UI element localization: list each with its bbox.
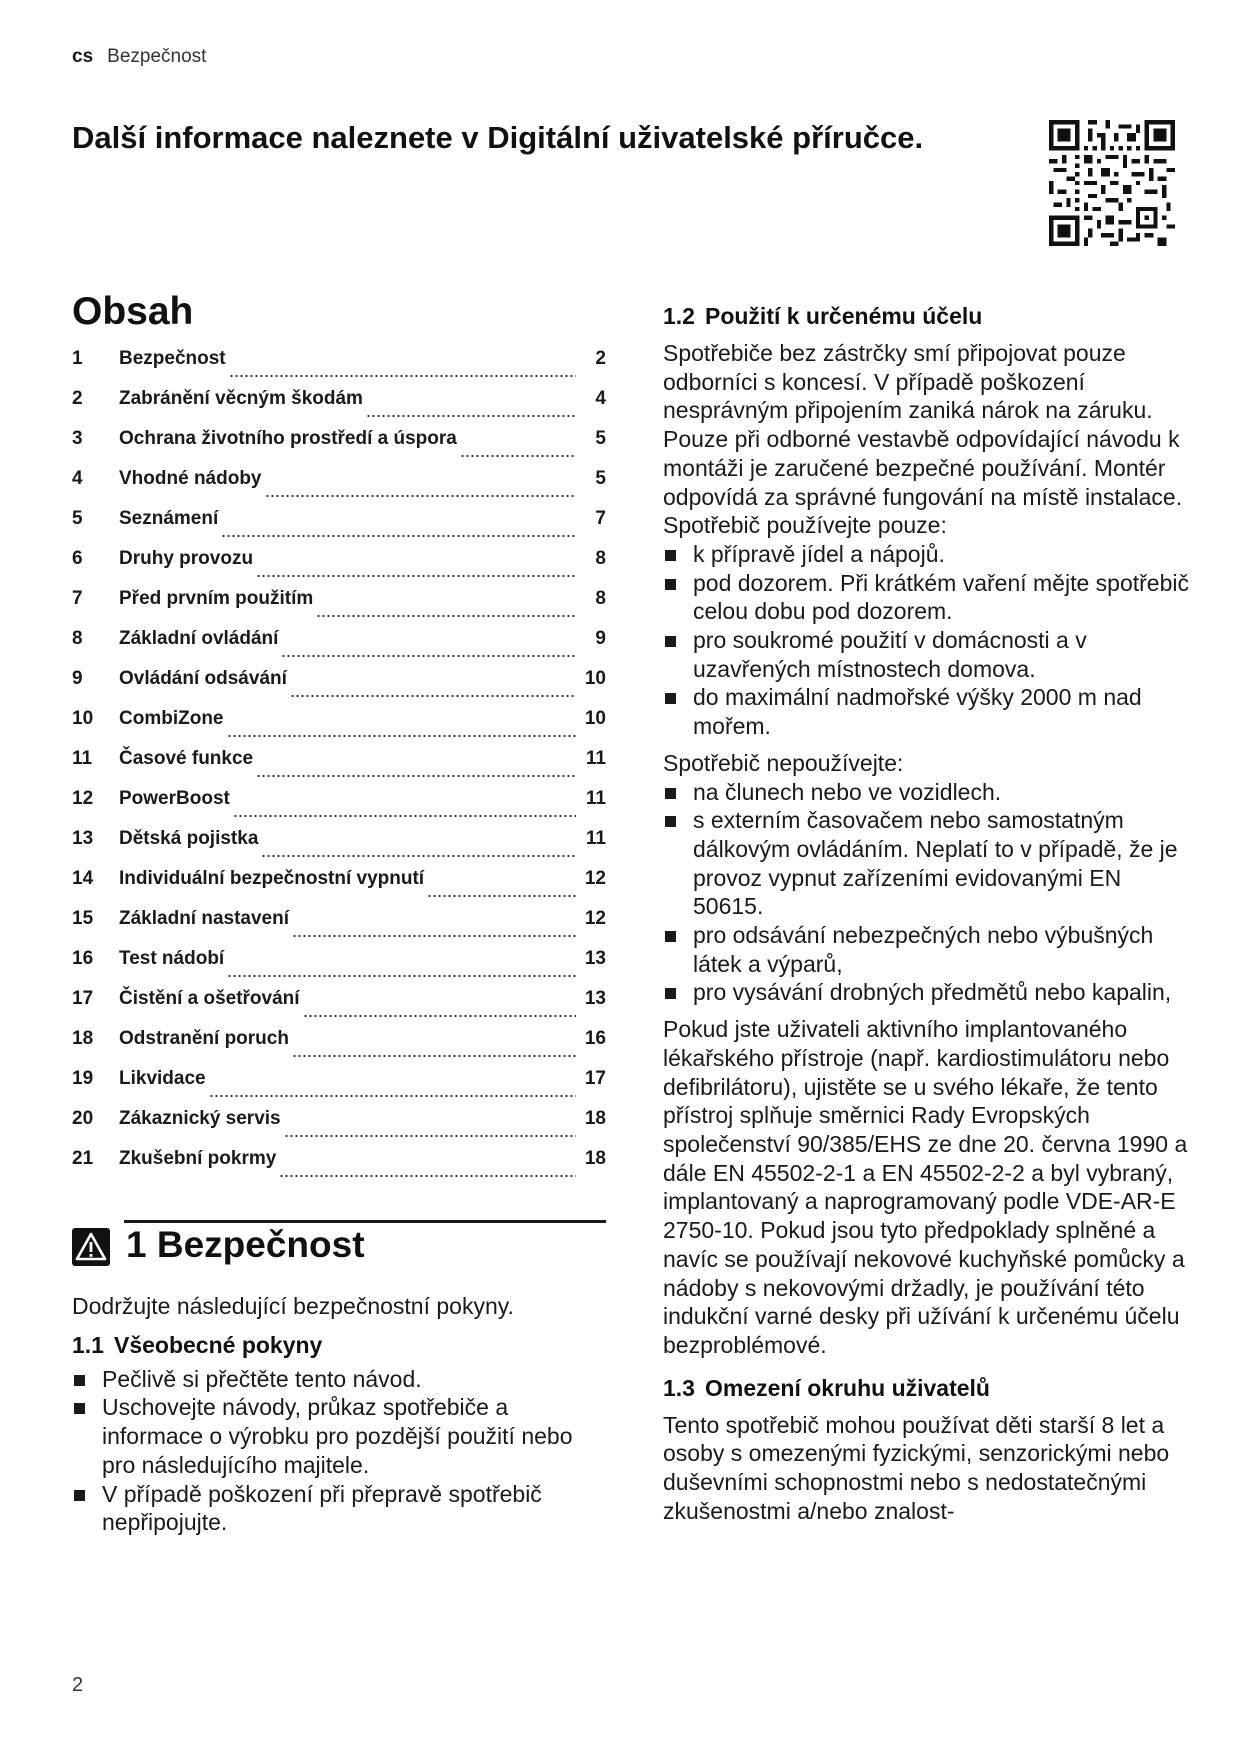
toc-entry-page: 11 (585, 748, 606, 769)
toc-entry-number: 21 (72, 1148, 94, 1169)
toc-entry-page: 5 (595, 468, 606, 489)
toc-entry[interactable] (72, 988, 606, 1028)
toc-entry[interactable] (72, 948, 606, 988)
toc-entry-page: 12 (584, 908, 606, 929)
toc-entry-page: 18 (584, 1108, 606, 1129)
toc-leader-dots (227, 975, 576, 977)
toc-entry-number: 14 (72, 868, 94, 889)
paragraph: Spotřebič používejte pouze: (663, 512, 947, 539)
toc-leader-dots (460, 455, 576, 457)
toc-entry[interactable] (72, 548, 606, 588)
toc-entry-number: 11 (72, 748, 93, 769)
toc-entry-label: Individuální bezpečnostní vypnutí (119, 868, 425, 889)
toc-entry[interactable] (72, 788, 606, 828)
toc-entry-label: Čistění a ošetřování (119, 988, 300, 1009)
toc-entry-label: Likvidace (119, 1068, 206, 1089)
toc-leader-dots (221, 535, 576, 537)
list-item: do maximální nadmořské výšky 2000 m nad mořem. (663, 683, 1191, 740)
toc-entry-number: 3 (72, 428, 83, 449)
section-title: 1 Bezpečnost (126, 1224, 365, 1265)
toc-leader-dots (366, 415, 576, 417)
use-list (663, 540, 1191, 741)
toc-entry-number: 18 (72, 1028, 94, 1049)
toc-entry-label: PowerBoost (119, 788, 230, 809)
toc-leader-dots (265, 495, 577, 497)
toc-title: Obsah (72, 290, 194, 333)
subsection-heading (663, 302, 1191, 330)
toc-entry-label: Vhodné nádoby (119, 468, 262, 489)
toc-leader-dots (261, 855, 576, 857)
toc-entry-label: Test nádobí (119, 948, 225, 969)
toc-leader-dots (427, 895, 576, 897)
paragraph: Tento spotřebič mohou používat děti starší 8 let a osoby s omezenými fyzickými, senzorickými nebo duševními schopnostmi nebo s nedostatečnými zkušenostmi a/nebo znalost- (663, 1411, 1170, 1524)
toc-entry[interactable] (72, 1068, 606, 1108)
running-header (72, 46, 206, 68)
toc-entry-page: 18 (584, 1148, 606, 1169)
toc-entry-page: 8 (595, 548, 606, 569)
toc-entry-page: 9 (595, 628, 606, 649)
toc-entry-label: Dětská pojistka (119, 828, 259, 849)
subsection-title: Všeobecné pokyny (113, 1331, 323, 1358)
toc-entry[interactable] (72, 828, 606, 868)
toc-entry[interactable] (72, 748, 606, 788)
toc-entry-label: Odstranění poruch (119, 1028, 289, 1049)
toc-leader-dots (292, 935, 576, 937)
list-item: Uschovejte návody, průkaz spotřebiče a informace o výrobku pro pozdější použití nebo pro následujícího majitele. (72, 1393, 606, 1479)
toc-leader-dots (290, 695, 576, 697)
toc-entry-page: 11 (585, 788, 606, 809)
toc-entry-page: 11 (585, 828, 606, 849)
toc-entry[interactable] (72, 1028, 606, 1068)
section-intro: Dodržujte následující bezpečnostní pokyny. (72, 1293, 514, 1319)
toc-entry-number: 6 (72, 548, 83, 569)
subsection-title: Omezení okruhu uživatelů (704, 1374, 990, 1401)
page-number: 2 (72, 1674, 84, 1696)
toc-entry[interactable] (72, 668, 606, 708)
toc-leader-dots (209, 1095, 576, 1097)
list-item: pro odsávání nebezpečných nebo výbušných látek a výparů, (663, 921, 1191, 978)
warning-icon (72, 1228, 110, 1266)
toc-entry[interactable] (72, 428, 606, 468)
toc-entry-label: Zabránění věcným škodám (119, 388, 363, 409)
list-item: pro soukromé použití v domácnosti a v uzavřených místnostech domova. (663, 626, 1191, 683)
toc-entry-label: Seznámení (119, 508, 219, 529)
do-not-use-list (663, 778, 1191, 1008)
subsection-number: 1.2 (663, 303, 695, 329)
toc-leader-dots (284, 1135, 576, 1137)
list-item: s externím časovačem nebo samostatným dálkovým ovládáním. Neplatí to v případě, že je provoz vypnut zařízeními evidovanými EN 50615. (663, 806, 1191, 921)
toc-entry-number: 15 (72, 908, 94, 929)
toc-entry-number: 1 (72, 348, 83, 369)
toc-entry-label: Před prvním použitím (119, 588, 314, 609)
toc-entry-page: 10 (584, 668, 606, 689)
table-of-contents (72, 348, 606, 1188)
toc-entry-label: Druhy provozu (119, 548, 254, 569)
toc-entry-label: Bezpečnost (119, 348, 226, 369)
toc-entry-page: 16 (584, 1028, 606, 1049)
toc-leader-dots (303, 1015, 576, 1017)
language-code: cs (72, 46, 94, 67)
toc-entry-number: 5 (72, 508, 83, 529)
toc-entry-label: Ochrana životního prostředí a úspora (119, 428, 457, 449)
toc-leader-dots (256, 775, 576, 777)
list-item: Pečlivě si přečtěte tento návod. (72, 1365, 606, 1394)
toc-leader-dots (292, 1055, 576, 1057)
toc-entry[interactable] (72, 468, 606, 508)
subsection-title: Použití k určenému účelu (704, 303, 983, 329)
toc-entry-page: 13 (584, 948, 606, 969)
toc-entry-label: Zkušební pokrmy (119, 1148, 277, 1169)
toc-entry-number: 4 (72, 468, 83, 489)
list-item: pro vysávání drobných předmětů nebo kapalin, (663, 978, 1191, 1007)
qr-code-icon[interactable] (1049, 120, 1175, 246)
toc-entry-label: Časové funkce (119, 748, 254, 769)
toc-entry-page: 2 (595, 348, 606, 369)
toc-leader-dots (256, 575, 576, 577)
toc-entry-page: 5 (595, 428, 606, 449)
toc-entry-number: 13 (72, 828, 94, 849)
general-instructions-list (72, 1365, 606, 1537)
toc-entry-number: 16 (72, 948, 94, 969)
left-column (72, 1292, 606, 1537)
list-item: na člunech nebo ve vozidlech. (663, 778, 1191, 807)
paragraph: Spotřebič nepoužívejte: (663, 749, 904, 776)
toc-entry[interactable] (72, 708, 606, 748)
toc-entry-label: Základní nastavení (119, 908, 290, 929)
toc-entry-page: 10 (584, 708, 606, 729)
toc-entry[interactable] (72, 348, 606, 388)
right-column (663, 302, 1191, 1525)
toc-entry-number: 10 (72, 708, 94, 729)
toc-entry-number: 20 (72, 1108, 94, 1129)
toc-entry[interactable] (72, 508, 606, 548)
toc-entry-number: 17 (72, 988, 94, 1009)
toc-entry-number: 9 (72, 668, 83, 689)
list-item: pod dozorem. Při krátkém vaření mějte spotřebič celou dobu pod dozorem. (663, 569, 1191, 626)
toc-entry-number: 12 (72, 788, 94, 809)
toc-entry-label: Ovládání odsávání (119, 668, 287, 689)
toc-entry[interactable] (72, 628, 606, 668)
list-item: V případě poškození při přepravě spotřebič nepřipojujte. (72, 1480, 606, 1537)
toc-entry-page: 8 (595, 588, 606, 609)
toc-entry-page: 7 (595, 508, 606, 529)
toc-entry-page: 17 (584, 1068, 606, 1089)
toc-entry-page: 12 (584, 868, 606, 889)
paragraph: Spotřebiče bez zástrčky smí připojovat pouze odborníci s koncesí. V případě poškození nesprávným připojením zaniká nárok na záruku. Pouze při odborné vestavbě odpovídající návodu k montáži je zaručené bezpečné používání. Montér odpovídá za správné fungování na místě instalace. (663, 340, 1183, 510)
toc-entry-number: 2 (72, 388, 83, 409)
toc-entry-number: 7 (72, 588, 83, 609)
paragraph: Pokud jste uživateli aktivního implantovaného lékařského přístroje (např. kardiostimulátoru nebo defibrilátoru), ujistěte se u svého lékaře, že tento přístroj splňuje směrnici Rady Evropských společenství 90/385/EHS ze dne 20. června 1990 a dále EN 45502-2-1 a EN 45502-2-2 a byl vybraný, implantovaný a naprogramovaný podle VDE-AR-E 2750-10. Pokud jsou tyto předpoklady splněné a navíc se používají nekovové kuchyňské pomůcky a nádoby s nekovovými držadly, je používání této indukční varné desky při užívání k určenému účelu bezproblémové. (663, 1016, 1188, 1358)
toc-leader-dots (316, 615, 576, 617)
header-section: Bezpečnost (107, 46, 207, 67)
toc-entry-label: CombiZone (119, 708, 224, 729)
toc-entry-number: 8 (72, 628, 83, 649)
toc-leader-dots (229, 375, 576, 377)
subsection-heading (663, 1374, 1191, 1402)
section-rule (124, 1220, 606, 1223)
toc-leader-dots (233, 815, 576, 817)
subsection-heading (72, 1331, 606, 1359)
subsection-number: 1.3 (663, 1374, 695, 1401)
toc-entry-page: 4 (595, 388, 606, 409)
toc-leader-dots (279, 1175, 576, 1177)
toc-entry[interactable] (72, 868, 606, 908)
toc-entry-page: 13 (584, 988, 606, 1009)
toc-entry[interactable] (72, 908, 606, 948)
toc-entry-label: Zákaznický servis (119, 1108, 281, 1129)
toc-entry[interactable] (72, 388, 606, 428)
toc-entry-number: 19 (72, 1068, 94, 1089)
toc-leader-dots (227, 735, 577, 737)
toc-entry[interactable] (72, 1148, 606, 1188)
list-item: k přípravě jídel a nápojů. (663, 540, 1191, 569)
digital-manual-banner: Další informace naleznete v Digitální uživatelské příručce. (72, 120, 924, 155)
toc-entry[interactable] (72, 588, 606, 628)
toc-entry[interactable] (72, 1108, 606, 1148)
toc-leader-dots (281, 655, 576, 657)
toc-entry-label: Základní ovládání (119, 628, 279, 649)
subsection-number: 1.1 (72, 1331, 104, 1358)
